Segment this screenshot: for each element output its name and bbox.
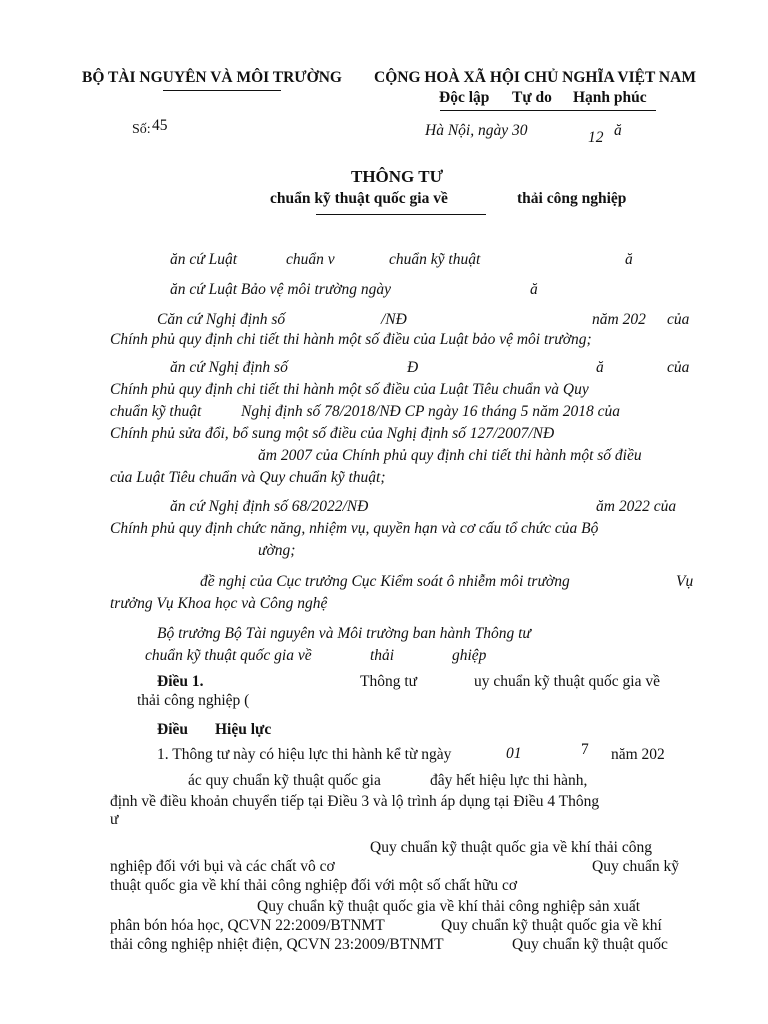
preamble-line-5c: ă [596,359,604,376]
clause-3-text-g: Quy chuẩn kỹ thuật quốc gia về khí [441,917,662,934]
clause-3-text-e: Quy chuẩn kỹ thuật quốc gia về khí thải công nghiệp sản xuất [257,898,641,915]
clause-2-text-a: ác quy chuẩn kỹ thuật quốc gia [188,772,381,789]
motto-underline [440,110,656,111]
preamble-line-17b: thải [370,647,395,664]
motto-happiness: Hạnh phúc [573,89,647,106]
document-subtitle-2: thải công nghiệp [517,190,627,207]
preamble-line-3a: Căn cứ Nghị định số [157,311,286,328]
clause-3-text-f: phân bón hóa học, QCVN 22:2009/BTNMT [110,917,385,934]
preamble-line-13: ường; [258,542,296,559]
clause-3-text-d: thuật quốc gia về khí thải công nghiệp đối với một số chất hữu cơ [110,877,518,894]
date-month: 12 [588,129,604,146]
preamble-line-6: Chính phủ quy định chi tiết thi hành một số điều của Luật Tiêu chuẩn và Quy [110,381,589,398]
article-1-text-b: uy chuẩn kỹ thuật quốc gia về [474,673,660,690]
preamble-line-7b: Nghị định số 78/2018/NĐ CP ngày 16 tháng 5 năm 2018 của [241,403,621,420]
preamble-line-4: Chính phủ quy định chi tiết thi hành một số điều của Luật bảo vệ môi trường; [110,331,592,348]
ministry-underline [163,90,281,91]
article-1-label: Điều 1. [157,673,204,690]
title-underline [316,214,486,215]
clause-3-text-i: Quy chuẩn kỹ thuật quốc [512,936,668,953]
preamble-line-15: trưởng Vụ Khoa học và Công nghệ [110,595,328,612]
date-year-fragment: ă [614,122,622,139]
preamble-line-17a: chuẩn kỹ thuật quốc gia về [145,647,312,664]
preamble-line-1b: chuẩn v [286,251,335,268]
preamble-line-14a: đề nghị của Cục trưởng Cục Kiểm soát ô nhiễm môi trường [200,573,570,590]
document-subtitle-1: chuẩn kỹ thuật quốc gia về [270,190,448,207]
preamble-line-10: của Luật Tiêu chuẩn và Quy chuẩn kỹ thuật; [110,469,386,486]
clause-3-text-a: Quy chuẩn kỹ thuật quốc gia về khí thải công [370,839,652,856]
doc-number-value: 45 [152,117,168,134]
preamble-line-5a: ăn cứ Nghị định số [170,359,288,376]
preamble-line-3b: /NĐ [381,311,407,328]
preamble-line-5b: Đ [407,359,419,376]
article-1-text-a: Thông tư [360,673,418,690]
preamble-line-2a: ăn cứ Luật Bảo vệ môi trường ngày [170,281,392,298]
preamble-line-3c: năm 202 [592,311,646,328]
document-type-title: THÔNG TƯ [351,167,444,186]
preamble-line-9: ăm 2007 của Chính phủ quy định chi tiết thi hành một số điều [258,447,642,464]
clause-3-text-h: thải công nghiệp nhiệt điện, QCVN 23:2009/BTNMT [110,936,444,953]
clause-3-text-c: Quy chuẩn kỹ [592,858,679,875]
preamble-line-5d: của [667,359,690,376]
preamble-line-14b: Vụ [676,573,694,590]
preamble-line-1c: chuẩn kỹ thuật [389,251,481,268]
preamble-line-11a: ăn cứ Nghị định số 68/2022/NĐ [170,498,369,515]
article-2-title: Hiệu lực [215,721,272,738]
preamble-line-1d: ă [625,251,633,268]
place-date: Hà Nội, ngày 30 [425,122,528,139]
article-1-text-c: thải công nghiệp ( [137,692,250,709]
clause-2-text-b: đây hết hiệu lực thi hành, [430,772,588,789]
republic-name: CỘNG HOÀ XÃ HỘI CHỦ NGHĨA VIỆT NAM [374,69,696,86]
preamble-line-3d: của [667,311,690,328]
clause-1-day: 01 [506,745,522,762]
clause-3-text-b: nghiệp đối với bụi và các chất vô cơ [110,858,335,875]
clause-1-text-b: năm 202 [611,746,665,763]
clause-1-month: 7 [581,741,589,758]
article-2-label: Điều [157,721,188,738]
clause-2-text-c: định về điều khoản chuyển tiếp tại Điều 3 và lộ trình áp dụng tại Điều 4 Thông [110,793,600,810]
preamble-line-11b: ăm 2022 của [596,498,677,515]
preamble-line-8: Chính phủ sửa đổi, bổ sung một số điều của Nghị định số 127/2007/NĐ [110,425,555,442]
ministry-name: BỘ TÀI NGUYÊN VÀ MÔI TRƯỜNG [82,69,342,86]
preamble-line-2b: ă [530,281,538,298]
motto-freedom: Tự do [512,89,552,106]
clause-2-text-d: ư [110,811,119,828]
preamble-line-16: Bộ trưởng Bộ Tài nguyên và Môi trường ban hành Thông tư [157,625,531,642]
preamble-line-7a: chuẩn kỹ thuật [110,403,202,420]
clause-1-text-a: 1. Thông tư này có hiệu lực thi hành kể từ ngày [157,746,452,763]
preamble-line-17c: ghiệp [452,647,487,664]
preamble-line-12: Chính phủ quy định chức năng, nhiệm vụ, quyền hạn và cơ cấu tổ chức của Bộ [110,520,599,537]
doc-number-label: Số: [132,122,151,137]
preamble-line-1a: ăn cứ Luật [170,251,238,268]
motto-independence: Độc lập [439,89,490,106]
